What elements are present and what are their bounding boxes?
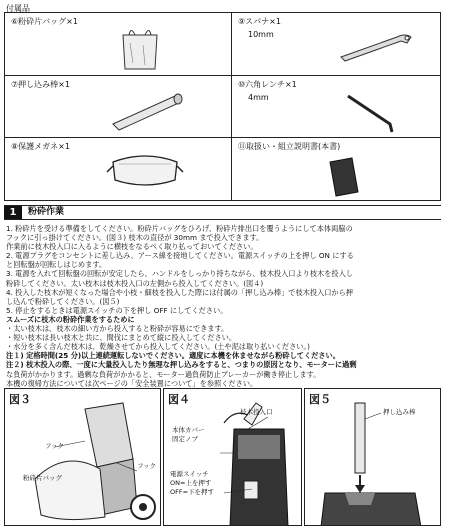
figure-4 xyxy=(163,388,302,526)
accessory-spanner xyxy=(232,13,440,76)
hook-label: フック xyxy=(45,442,65,450)
shredder-top-illustration xyxy=(164,389,302,526)
accessory-goggles xyxy=(5,138,232,200)
instruction-line: ・太い枝木は、枝木の細い方から投入すると粉砕が容易にできます。 xyxy=(6,324,229,334)
accessories-title: 付属品 xyxy=(6,4,30,13)
accessory-size: 10mm xyxy=(248,30,274,39)
instruction-line: 3. 電源を入れて回転盤の回転が安定したら、ハンドルをしっかり持ちながら、枝木投入口より枝木を投入し xyxy=(6,269,353,279)
goggles-icon xyxy=(105,150,185,192)
instruction-line: ・短い枝木は長い枝木と共に、間伐にまとめて縦に投入してください。 xyxy=(6,333,237,343)
note-line: 注１) 定格時間(25 分)以上連続運転しないでください。適度に本機を休ませながら粉砕してください。 xyxy=(6,351,340,361)
instruction-line: 作業前に枝木投入口に入るように横枝をなるべく取り払っておいてください。 xyxy=(6,242,258,252)
hex-wrench-icon xyxy=(342,90,402,135)
figure-title: 図５ xyxy=(309,393,331,406)
note-line: 注２) 枝木投入の際、一度に大量投入したり無理な押し込みをすると、つまりの原因となり、モーターに過剰 xyxy=(6,360,357,370)
accessory-label: ⑨スパナ×1 xyxy=(238,17,281,26)
push-stick-label: 押し込み棒 xyxy=(383,408,416,416)
accessory-label: ⑩六角レンチ×1 xyxy=(238,80,297,89)
section-header xyxy=(4,205,441,220)
accessory-label: ⑦押し込み棒×1 xyxy=(11,80,70,89)
figure-title: 図４ xyxy=(168,393,190,406)
switch-off-label: OFF=下を押す xyxy=(170,488,215,496)
bag-label: 粉砕片バッグ xyxy=(23,474,62,482)
accessory-hex-wrench xyxy=(232,76,440,138)
accessory-size: 4mm xyxy=(248,93,269,102)
switch-on-label: ON=上を押す xyxy=(170,479,212,487)
accessories-grid xyxy=(4,12,441,201)
instruction-line: 5. 停止をするときは電源スイッチの下を押し OFF にしてください。 xyxy=(6,305,228,315)
section-title: 粉砕作業 xyxy=(28,207,65,217)
accessory-push-stick xyxy=(5,76,232,138)
accessory-label: ⑧保護メガネ×1 xyxy=(11,142,70,151)
switch-label: 電源スイッチ xyxy=(170,470,209,478)
instruction-line: 本機の復帰方法については次ページの「安全装置について」を参照ください。 xyxy=(6,378,258,388)
instruction-line: 1. 粉砕片を受ける準備をしてください。粉砕片バッグをひろげ、粉砕片排出口を覆うようにして本体両脇の xyxy=(6,224,353,233)
hook-label: フック xyxy=(137,462,157,470)
spanner-icon xyxy=(337,29,417,63)
shredder-bag-illustration xyxy=(5,389,161,526)
tips-heading: スムーズに枝木の粉砕作業をするために xyxy=(6,314,135,324)
inlet-label: 枝木投入口 xyxy=(240,408,273,416)
instruction-line: し込んで粉砕してください。(図５) xyxy=(6,296,120,306)
accessory-bag xyxy=(5,13,232,76)
manual-icon xyxy=(324,154,364,198)
section-number: 1 xyxy=(4,206,22,219)
instructions xyxy=(6,224,444,388)
knob-label: 固定ノブ xyxy=(172,435,198,443)
instruction-line: と回転盤が回転しはじめます。 xyxy=(6,260,107,270)
instruction-line: 粉砕してください。太い枝木は枝木投入口の左側から投入してください。(図４) xyxy=(6,278,264,288)
figure-5 xyxy=(304,388,441,526)
figure-3 xyxy=(4,388,161,526)
cover-label: 本体カバー xyxy=(172,426,205,434)
push-stick-icon xyxy=(105,86,195,131)
instruction-line: な負荷がかかります。過剰な負荷がかかると、モーター過負荷防止ブレーカーが働き停止します。 xyxy=(6,369,321,379)
figure-title: 図３ xyxy=(9,393,31,406)
instruction-line: 4. 投入した枝木が短くなった場合や小枝・細枝を投入した際には付属の「押し込み棒」で枝木投入口から押 xyxy=(6,287,353,297)
instruction-line: 2. 電源プラグをコンセントに差し込み、アース線を接地してください。電源スイッチの上を押し ON にする xyxy=(6,251,354,261)
accessory-label: ⑥粉砕片バッグ×1 xyxy=(11,17,78,26)
instruction-line: ・水分を多く含んだ枝木は、乾燥させてから投入してください。(土や泥は取り払いください。) xyxy=(6,342,310,352)
accessory-label: ⑪取扱い・組立説明書(本書) xyxy=(238,142,341,151)
bag-icon xyxy=(115,23,165,73)
accessory-manual xyxy=(232,138,440,200)
instruction-line: フックに引っ掛けてください。(図３) 枝木の直径が 30mm まで投入できます。 xyxy=(6,233,264,243)
push-stick-illustration xyxy=(305,389,441,526)
